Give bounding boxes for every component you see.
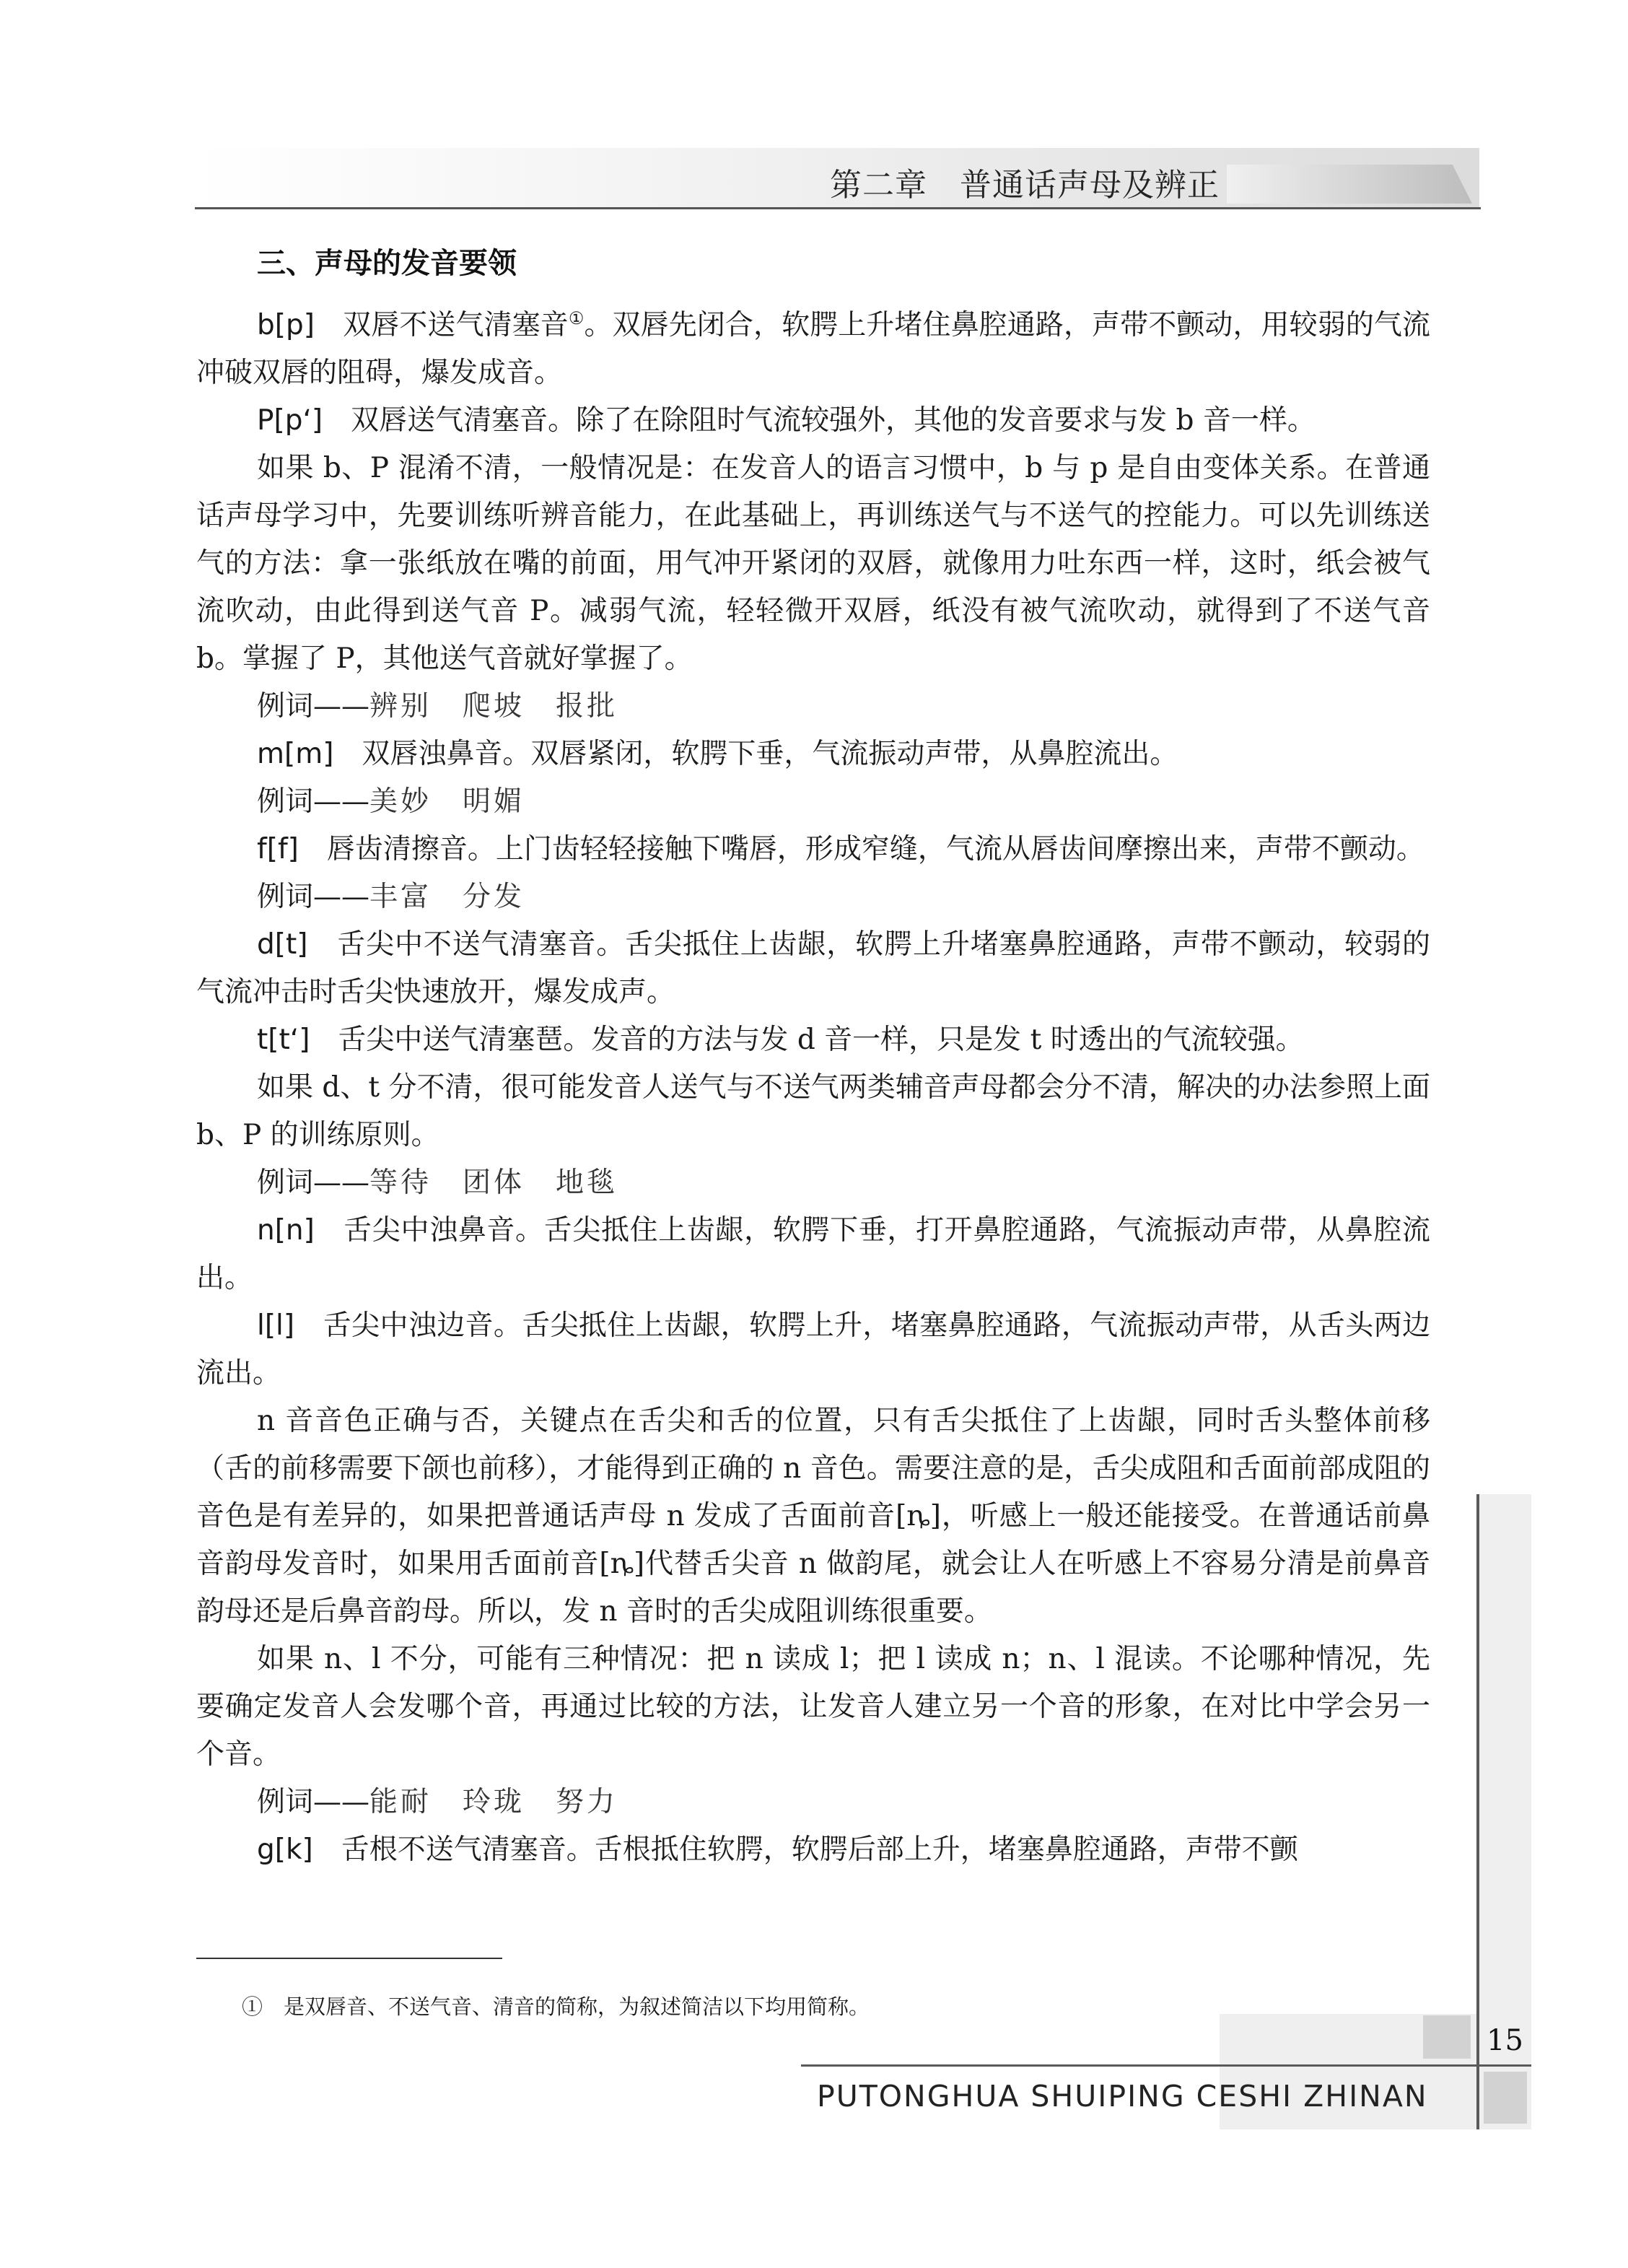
initial-label: m[m] xyxy=(257,738,334,770)
example-words xyxy=(196,778,1430,826)
initial-label: d[t] xyxy=(257,928,308,961)
initial-label: t[t‘] xyxy=(257,1024,310,1056)
paragraph-text: 。双唇先闭合，软腭上升堵住鼻腔通路，声带不颤动，用较弱的气流冲破双唇的阻碍，爆发成音。 xyxy=(196,309,1430,389)
example-prefix: 例词—— xyxy=(257,690,370,723)
example-prefix: 例词—— xyxy=(257,881,370,913)
paragraph-text: 双唇浊鼻音。双唇紧闭，软腭下垂，气流振动声带，从鼻腔流出。 xyxy=(333,738,1178,770)
paragraph xyxy=(196,1397,1430,1636)
page-number: 15 xyxy=(1487,2024,1523,2057)
example-list: 等待 团体 地毯 xyxy=(369,1166,618,1199)
header-shade xyxy=(1227,165,1472,204)
vertical-rule xyxy=(1476,1494,1479,2129)
paragraph xyxy=(196,1636,1430,1779)
paragraph xyxy=(196,1064,1430,1159)
paragraph-text: 舌尖中浊鼻音。舌尖抵住上齿龈，软腭下垂，打开鼻腔通路，气流振动声带，从鼻腔流出。 xyxy=(196,1214,1430,1294)
initial-label: b[p] xyxy=(257,309,315,341)
example-list: 丰富 分发 xyxy=(369,881,525,913)
initial-label: g[k] xyxy=(257,1833,313,1866)
decor-square xyxy=(1484,2072,1527,2124)
example-prefix: 例词—— xyxy=(257,1786,370,1818)
paragraph-text: 舌尖中送气清塞琶。发音的方法与发 d 音一样，只是发 t 时透出的气流较强。 xyxy=(310,1024,1304,1056)
footer-rule xyxy=(801,2064,1531,2067)
footer-title: PUTONGHUA SHUIPING CESHI ZHINAN xyxy=(817,2079,1428,2114)
page-content xyxy=(196,240,1430,1874)
example-words xyxy=(196,683,1430,730)
paragraph xyxy=(196,826,1430,873)
chapter-title: 第二章 普通话声母及辨正 xyxy=(830,167,1220,204)
paragraph xyxy=(196,1302,1430,1397)
paragraph-text: 如果 b、P 混淆不清，一般情况是：在发音人的语言习惯中，b 与 p 是自由变体关系。在普通话声母学习中，先要训练听辨音能力，在此基础上，再训练送气与不送气的控能力。可以先训练送气的方法：拿一张纸放在嘴的前面，用气冲开紧闭的双唇，就像用力吐东西一样，这时，纸会被气流吹动，由此得到送气音 P。减弱气流，轻轻微开双唇，纸没有被气流吹动，就得到了不送气音 b。掌握了 P，其他送气音就好掌握了。 xyxy=(196,452,1430,675)
paragraph-text: 双唇不送气清塞音 xyxy=(314,309,569,341)
paragraph xyxy=(196,1826,1430,1874)
paragraph xyxy=(196,921,1430,1016)
footnote-rule xyxy=(196,1958,502,1959)
paragraph xyxy=(196,1016,1430,1064)
example-list: 美妙 明媚 xyxy=(369,785,525,818)
paragraph-text: 如果 d、t 分不清，很可能发音人送气与不送气两类辅音声母都会分不清，解决的办法参照上面 b、P 的训练原则。 xyxy=(196,1071,1430,1151)
paragraph xyxy=(196,730,1430,778)
text-blocks xyxy=(196,295,1430,1874)
paragraph-text: 舌尖中不送气清塞音。舌尖抵住上齿龈，软腭上升堵塞鼻腔通路，声带不颤动，较弱的气流冲击时舌尖快速放开，爆发成声。 xyxy=(196,928,1430,1008)
example-words xyxy=(196,1779,1430,1826)
paragraph-text: 双唇送气清塞音。除了在除阻时气流较强外，其他的发音要求与发 b 音一样。 xyxy=(323,404,1316,437)
example-list: 辨别 爬坡 报批 xyxy=(369,690,618,723)
header-rule xyxy=(195,207,1481,209)
paragraph-text: 舌根不送气清塞音。舌根抵住软腭，软腭后部上升，堵塞鼻腔通路，声带不颤 xyxy=(312,1833,1298,1866)
example-list: 能耐 玲珑 努力 xyxy=(369,1786,618,1818)
paragraph xyxy=(196,1207,1430,1302)
paragraph xyxy=(196,397,1430,445)
initial-label: n[n] xyxy=(257,1214,315,1247)
paragraph xyxy=(196,295,1430,397)
example-words xyxy=(196,873,1430,921)
footnote-marker: ① xyxy=(568,308,585,328)
paragraph xyxy=(196,445,1430,683)
paragraph-text: n 音音色正确与否，关键点在舌尖和舌的位置，只有舌尖抵住了上齿龈，同时舌头整体前移（舌的前移需要下颌也前移），才能得到正确的 n 音色。需要注意的是，舌尖成阻和舌面前部成阻的音色是有差异的，如果把普通话声母 n 发成了舌面前音[ȵ]，听感上一般还能接受。在普通话前鼻音韵母发音时，如果用舌面前音[ȵ]代替舌尖音 n 做韵尾，就会让人在听感上不容易分清是前鼻音韵母还是后鼻音韵母。所以，发 n 音时的舌尖成阻训练很重要。 xyxy=(196,1405,1430,1628)
initial-label: f[f] xyxy=(257,833,299,865)
paragraph-text: 如果 n、l 不分，可能有三种情况：把 n 读成 l；把 l 读成 n；n、l 混读。不论哪种情况，先要确定发音人会发哪个音，再通过比较的方法，让发音人建立另一个音的形象，在对比中学会另一个音。 xyxy=(196,1643,1430,1771)
example-prefix: 例词—— xyxy=(257,785,370,818)
footnote: ① 是双唇音、不送气音、清音的简称，为叙述简洁以下均用简称。 xyxy=(242,1994,870,2019)
initial-label: l[l] xyxy=(257,1309,295,1342)
paragraph-text: 舌尖中浊边音。舌尖抵住上齿龈，软腭上升，堵塞鼻腔通路，气流振动声带，从舌头两边流出。 xyxy=(196,1309,1430,1390)
section-title: 三、声母的发音要领 xyxy=(257,247,517,280)
initial-label: P[p‘] xyxy=(257,404,323,437)
paragraph-text: 唇齿清擦音。上门齿轻轻接触下嘴唇，形成窄缝，气流从唇齿间摩擦出来，声带不颤动。 xyxy=(298,833,1424,865)
example-words xyxy=(196,1159,1430,1207)
example-prefix: 例词—— xyxy=(257,1166,370,1199)
decor-square xyxy=(1423,2015,1471,2059)
